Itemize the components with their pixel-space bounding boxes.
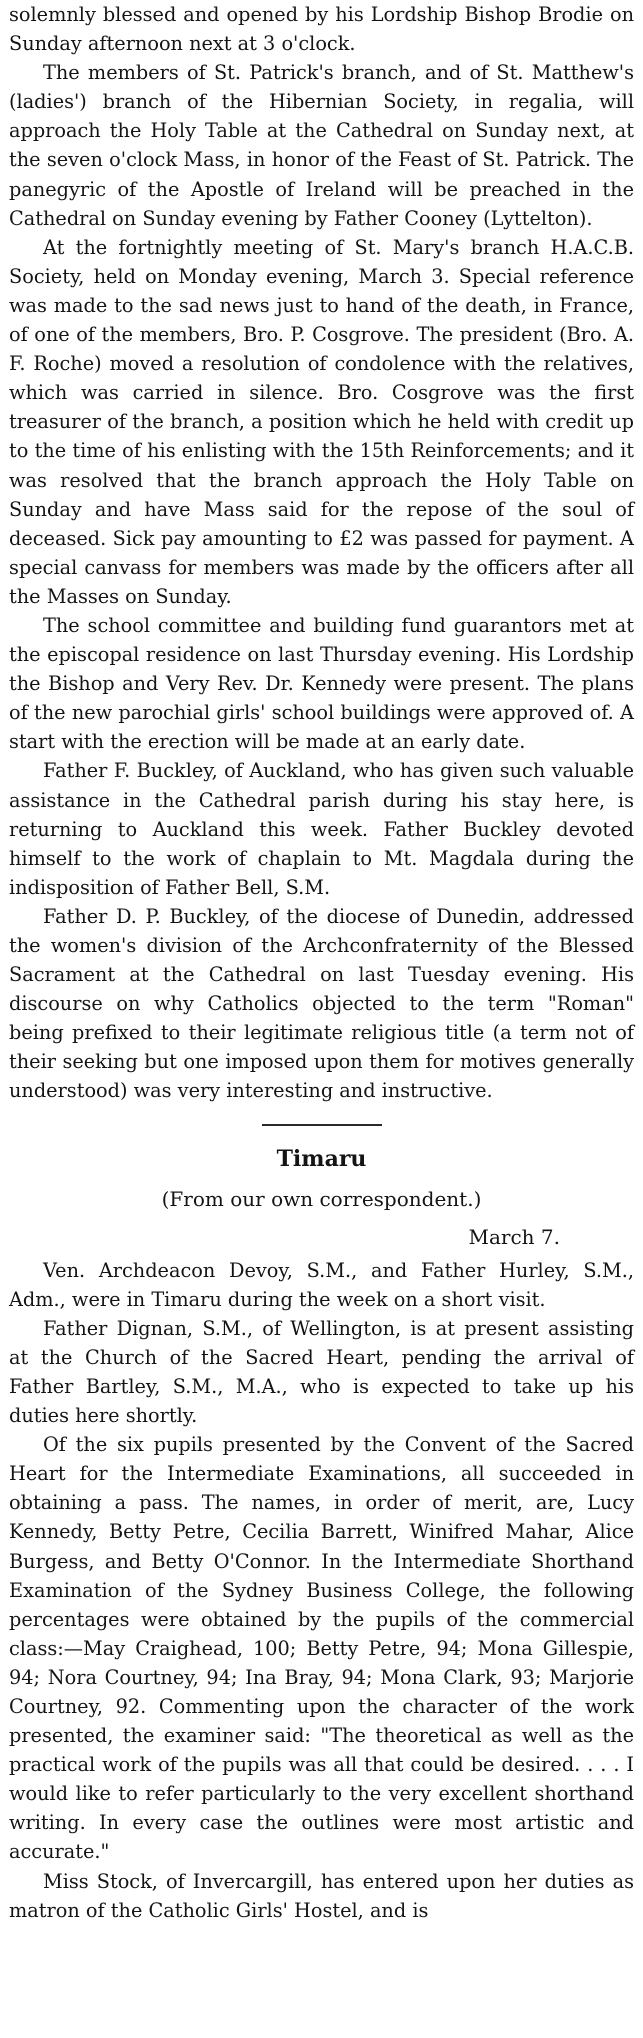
paragraph-hacb-meeting: At the fortnightly meeting of St. Mary's branch H.A.C.B. Society, held on Monday evening, March 3. Special reference was made to the sad news just to hand of the death, in France, of one of the members, Bro. P. Cosgrove. The president (Bro. A. F. Roche) moved a resolution of condolence with the relatives, which was carried in silence. Bro. Cosgrove was the first treasurer of the branch, a position which he held with credit up to the time of his enlisting with the 15th Reinforcements; and it was resolved that the branch approach the Holy Table on Sunday and have Mass said for the repose of the soul of deceased. Sick pay amounting to £2 was passed for payment. A special canvass for members was made by the officers after all the Masses on Sunday.	[9, 235, 634, 608]
correspondent-line: (From our own correspondent.)	[161, 1186, 482, 1211]
paragraph-father-f-buckley: Father F. Buckley, of Auckland, who has given such valuable assistance in the Cathedral parish during his stay here, is returning to Auckland this week. Father Buckley devoted himself to the work of chaplain to Mt. Magdala during the indisposition of Father Bell, S.M.	[9, 759, 634, 899]
section-heading-timaru: Timaru	[276, 1145, 367, 1172]
paragraph-archdeacon-devoy: Ven. Archdeacon Devoy, S.M., and Father Hurley, S.M., Adm., were in Timaru during the week on a short visit.	[9, 1258, 634, 1311]
dateline: March 7.	[468, 1224, 560, 1249]
paragraph-father-dignan: Father Dignan, S.M., of Wellington, is at present assisting at the Church of the Sacred Heart, pending the arrival of Father Bartley, S.M., M.A., who is expected to take up his duties here shortly.	[9, 1316, 634, 1428]
article-column	[9, 0, 634, 1925]
paragraph-continued: solemnly blessed and opened by his Lordship Bishop Brodie on Sunday afternoon next at 3 o'clock.	[9, 3, 634, 56]
section-divider	[262, 1124, 382, 1126]
paragraph-hibernian-society: The members of St. Patrick's branch, and of St. Matthew's (ladies') branch of the Hibernian Society, in regalia, will approach the Holy Table at the Cathedral on Sunday next, at the seven o'clock Mass, in honor of the Feast of St. Patrick. The panegyric of the Apostle of Ireland will be preached in the Cathedral on Sunday evening by Father Cooney (Lyttelton).	[9, 61, 634, 230]
paragraph-school-committee: The school committee and building fund guarantors met at the episcopal residence on last Thursday evening. His Lordship the Bishop and Very Rev. Dr. Kennedy were present. The plans of the new parochial girls' school buildings were approved of. A start with the erection will be made at an early date.	[9, 613, 634, 754]
paragraph-examination-results: Of the six pupils presented by the Convent of the Sacred Heart for the Intermediate Examinations, all succeeded in obtaining a pass. The names, in order of merit, are, Lucy Kennedy, Betty Petre, Cecilia Barrett, Winifred Mahar, Alice Burgess, and Betty O'Connor. In the Intermediate Shorthand Examination of the Sydney Business College, the following percentages were obtained by the pupils of the commercial class:—May Craighead, 100; Betty Petre, 94; Mona Gillespie, 94; Nora Courtney, 94; Ina Bray, 94; Mona Clark, 93; Marjorie Courtney, 92. Commenting upon the character of the work presented, the examiner said: "The theoretical as well as the practical work of the pupils was all that could be desired. . . . I would like to refer particularly to the very excellent shorthand writing. In every case the outlines were most artistic and accurate."	[9, 1433, 634, 1864]
paragraph-miss-stock: Miss Stock, of Invercargill, has entered upon her duties as matron of the Catholic Girls' Hostel, and is	[9, 1869, 634, 1922]
paragraph-father-dp-buckley: Father D. P. Buckley, of the diocese of Dunedin, addressed the women's division of the Archconfraternity of the Blessed Sacrament at the Cathedral on last Tuesday evening. His discourse on why Catholics objected to the term "Roman" being prefixed to their legitimate religious title (a term not of their seeking but one imposed upon them for motives generally understood) was very interesting and instructive.	[9, 904, 634, 1103]
